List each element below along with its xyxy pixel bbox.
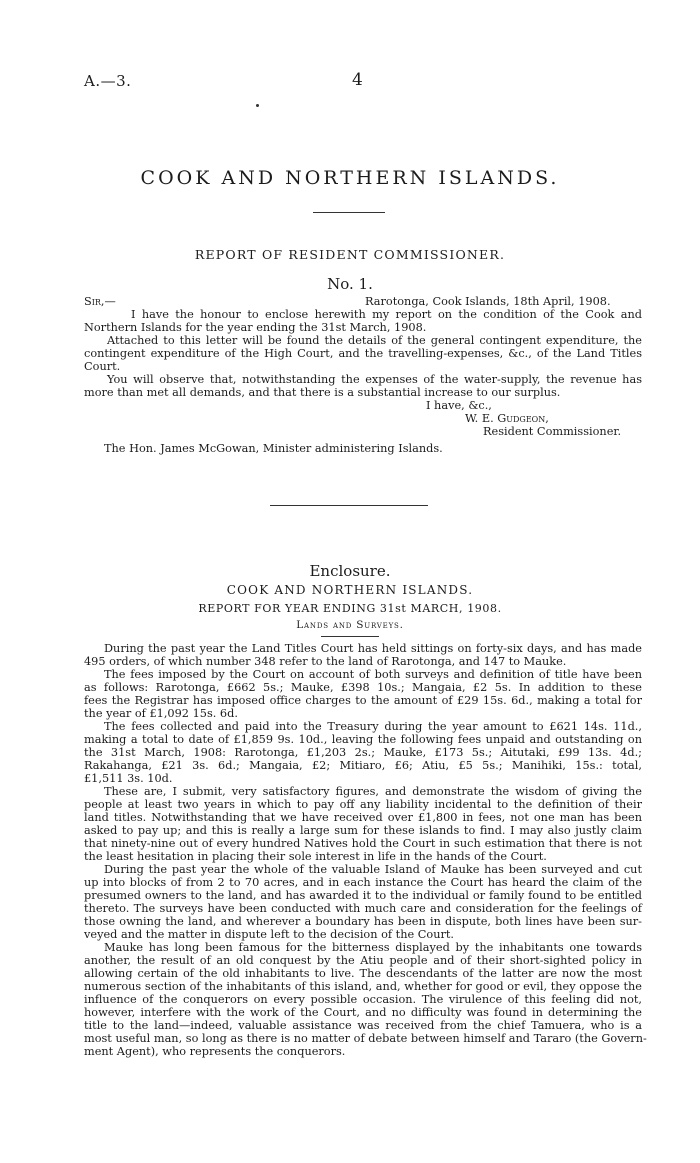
body-line: The fees imposed by the Court on account of both surveys and definition of title have been (104, 668, 642, 681)
letter-line: I have the honour to enclose herewith my report on the condition of the Cook and (131, 308, 642, 321)
body-line: The fees collected and paid into the Treasury during the year amount to £621 14s. 11d., (104, 720, 642, 733)
section-heading: Lands and Surveys. (296, 619, 404, 631)
body-line: asked to pay up; and this is really a large sum for these islands to find. I may also justly claim (84, 824, 642, 837)
main-title: COOK AND NORTHERN ISLANDS. (140, 167, 560, 189)
letter-line: Northern Islands for the year ending the 31st March, 1908. (84, 321, 427, 334)
section-rule (270, 505, 428, 506)
enclosure-heading: Enclosure. (309, 562, 391, 580)
body-line: the year of £1,092 15s. 6d. (84, 707, 238, 720)
body-line: During the past year the whole of the valuable Island of Mauke has been surveyed and cut (104, 863, 642, 876)
paper-reference: A.—3. (84, 72, 132, 90)
body-line: During the past year the Land Titles Court has held sittings on forty-six days, and has made (104, 642, 642, 655)
body-line: numerous section of the inhabitants of this island, and, whether for good or evil, they oppose the (84, 980, 642, 993)
enclosure-report-title: REPORT FOR YEAR ENDING 31st MARCH, 1908. (198, 602, 502, 615)
body-line: land titles. Notwithstanding that we have received over £1,800 in fees, not one man has been (84, 811, 642, 824)
letter-line: more than met all demands, and that there is a substantial increase to our surplus. (84, 386, 561, 399)
body-line: Mauke has long been famous for the bitterness displayed by the inhabitants one towards (104, 941, 642, 954)
body-line: presumed owners to the land, and has awarded it to the individual or family found to be entitled (84, 889, 642, 902)
letter-line: Court. (84, 360, 121, 373)
body-line: Rakahanga, £21 3s. 6d.; Mangaia, £2; Mitiaro, £6; Atiu, £5 5s.; Manihiki, 15s.: total, (84, 759, 642, 772)
section-heading-rule (321, 636, 379, 637)
salutation: Sir,— (84, 295, 116, 308)
body-line: These are, I submit, very satisfactory figures, and demonstrate the wisdom of giving the (104, 785, 642, 798)
signature: W. E. Gudgeon, (465, 412, 549, 425)
page-number: 4 (352, 70, 363, 90)
report-title: REPORT OF RESIDENT COMMISSIONER. (194, 247, 506, 262)
body-line: making a total to date of £1,859 9s. 10d., leaving the following fees unpaid and outstanding on (84, 733, 642, 746)
body-line: veyed and the matter in dispute left to the decision of the Court. (84, 928, 455, 941)
body-line: the 31st March, 1908: Rarotonga, £1,203 2s.; Mauke, £173 5s.; Aitutaki, £99 13s. 4d.; (84, 746, 642, 759)
signature-title: Resident Commissioner. (483, 425, 622, 438)
body-line: however, interfere with the work of the Court, and no difficulty was found in determining the (84, 1006, 642, 1019)
body-line: thereto. The surveys have been conducted with much care and consideration for the feelings of (84, 902, 642, 915)
enclosure-title: COOK AND NORTHERN ISLANDS. (226, 583, 474, 597)
body-line: people at least two years in which to pay off any liability incidental to the definition of their (84, 798, 642, 811)
body-line: another, the result of an old conquest by the Atiu people and of their short-sighted policy in (84, 954, 642, 967)
body-line: as follows: Rarotonga, £662 5s.; Mauke, £398 10s.; Mangaia, £2 5s. In addition to these (84, 681, 642, 694)
body-line: 495 orders, of which number 348 refer to the land of Rarotonga, and 147 to Mauke. (84, 655, 567, 668)
body-line: £1,511 3s. 10d. (84, 772, 173, 785)
body-line: those owning the land, and wherever a boundary has been in dispute, both lines have been sur- (84, 915, 642, 928)
body-line: influence of the conquerors on every possible occasion. The virulence of this feeling did not, (84, 993, 642, 1006)
body-line: that ninety-nine out of every hundred Natives hold the Court in such estimation that there is not (84, 837, 642, 850)
letter-line: Attached to this letter will be found the details of the general contingent expenditure, the (107, 334, 642, 347)
body-line: fees the Registrar has imposed office charges to the amount of £29 15s. 6d., making a total for (84, 694, 642, 707)
body-line: the least hesitation in placing their sole interest in life in the hands of the Court. (84, 850, 547, 863)
body-line: ment Agent), who represents the conquerors. (84, 1045, 346, 1058)
place-date: Rarotonga, Cook Islands, 18th April, 1908. (365, 295, 611, 308)
body-line: title to the land—indeed, valuable assistance was received from the chief Tamuera, who is a (84, 1019, 642, 1032)
letter-line: You will observe that, notwithstanding the expenses of the water-supply, the revenue has (107, 373, 642, 386)
body-line: most useful man, so long as there is no matter of debate between himself and Tararo (the Govern- (84, 1032, 647, 1045)
closing: I have, &c., (426, 399, 492, 412)
ink-dot (256, 104, 259, 107)
title-rule (313, 212, 385, 213)
letter-line: contingent expenditure of the High Court, and the travelling-expenses, &c., of the Land Titles (84, 347, 642, 360)
body-line: up into blocks of from 2 to 70 acres, and in each instance the Court has heard the claim of the (84, 876, 642, 889)
body-line: allowing certain of the old inhabitants to live. The descendants of the latter are now the most (84, 967, 642, 980)
addressee: The Hon. James McGowan, Minister administering Islands. (104, 442, 443, 455)
letter-number: No. 1. (327, 275, 373, 293)
